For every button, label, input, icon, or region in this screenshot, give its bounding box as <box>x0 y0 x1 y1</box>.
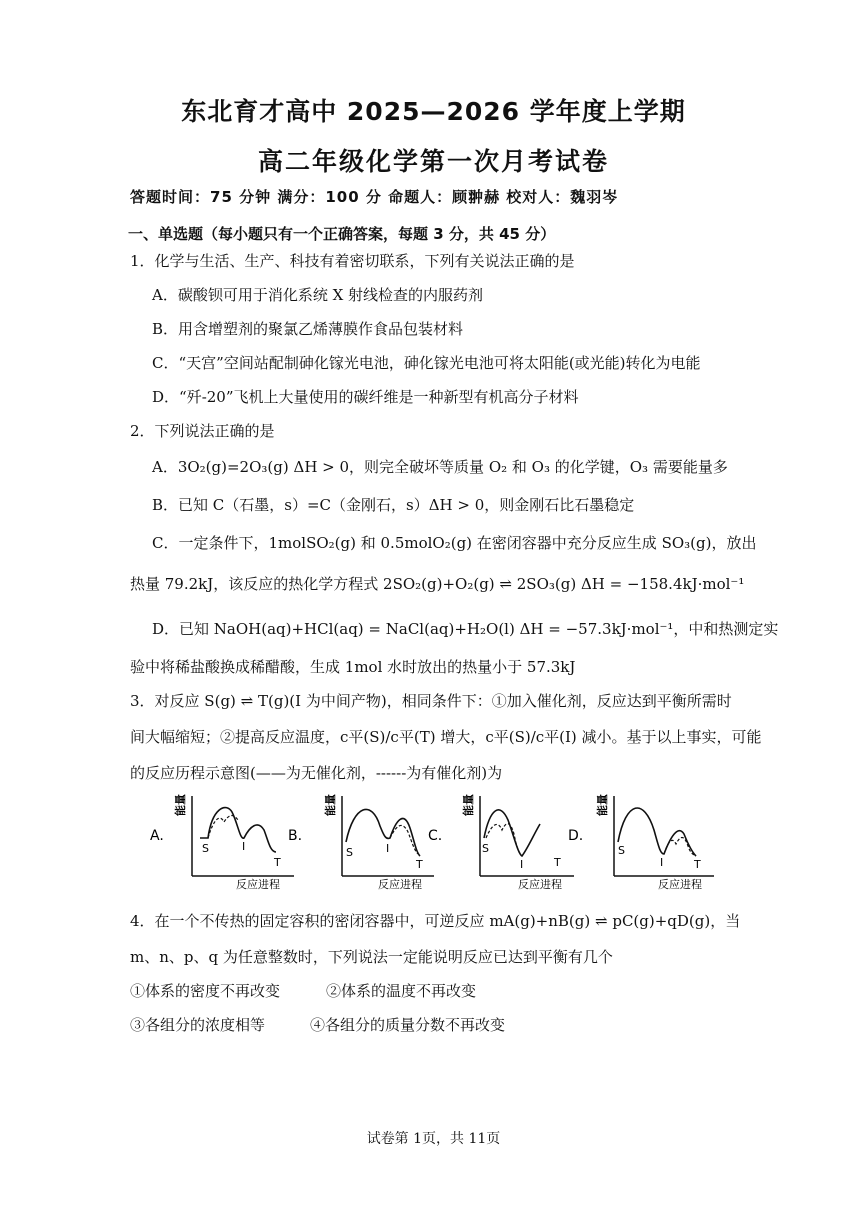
q2-option-c-cont: 热量 79.2kJ，该反应的热化学方程式 2SO₂(g)+O₂(g) ⇌ 2SO₃(g) ΔH = −158.4kJ·mol⁻¹ <box>130 575 745 593</box>
q3-line-2: 间大幅缩短；②提高反应温度，c平(S)/c平(T) 增大，c平(S)/c平(I) 减小。基于以上事实，可能 <box>130 728 762 746</box>
point-t: T <box>416 858 423 871</box>
q3-diagram-a <box>148 790 298 894</box>
point-i: I <box>660 856 664 869</box>
point-i: I <box>242 840 246 853</box>
y-axis-label: 能量 <box>324 794 337 816</box>
point-t: T <box>554 856 561 869</box>
x-axis-label: 反应进程 <box>378 878 422 890</box>
point-t: T <box>274 856 281 869</box>
q3-diagram-c <box>428 790 578 894</box>
q2-option-d-cont: 验中将稀盐酸换成稀醋酸，生成 1mol 水时放出的热量小于 57.3kJ <box>130 658 576 676</box>
option-letter: B. <box>288 828 303 844</box>
q3-diagram-b <box>288 790 438 894</box>
option-letter: A. <box>150 828 164 844</box>
q4-line-2: m、n、p、q 为任意整数时，下列说法一定能说明反应已达到平衡有几个 <box>130 948 613 966</box>
q2-option-d: D．已知 NaOH(aq)+HCl(aq) = NaCl(aq)+H₂O(l) ΔH = −57.3kJ·mol⁻¹，中和热测定实 <box>152 620 779 638</box>
x-axis-label: 反应进程 <box>236 878 280 890</box>
y-axis-label: 能量 <box>174 794 187 816</box>
q3-line-3: 的反应历程示意图(——为无催化剂，------为有催化剂)为 <box>130 764 503 782</box>
point-t: T <box>694 858 701 871</box>
page-footer: 试卷第 1页，共 11页 <box>366 1131 501 1147</box>
exam-title-subject: 高二年级化学第一次月考试卷 <box>257 147 609 176</box>
point-i: I <box>386 842 390 855</box>
q1-option-d: D．“歼-20”飞机上大量使用的碳纤维是一种新型有机高分子材料 <box>152 388 579 406</box>
option-letter: D. <box>568 828 584 844</box>
q2-option-a: A．3O₂(g)=2O₃(g) ΔH > 0，则完全破坏等质量 O₂ 和 O₃ 的化学键，O₃ 需要能量多 <box>152 458 728 476</box>
q1-option-a: A．碳酸钡可用于消化系统 X 射线检查的内服药剂 <box>152 286 484 304</box>
q4-item-3: ③各组分的浓度相等 <box>130 1016 266 1034</box>
exam-info: 答题时间：75 分钟 满分：100 分 命题人：顾翀赫 校对人：魏羽岑 <box>130 188 619 206</box>
q1-option-c: C．“天宫”空间站配制砷化镓光电池，砷化镓光电池可将太阳能(或光能)转化为电能 <box>152 354 701 372</box>
q3-line-1: 3．对反应 S(g) ⇌ T(g)(I 为中间产物)，相同条件下：①加入催化剂，反应达到平衡所需时 <box>130 692 732 710</box>
exam-title-school: 东北育才高中 2025—2026 学年度上学期 <box>181 97 686 126</box>
q3-diagram-d <box>568 790 718 894</box>
y-axis-label: 能量 <box>596 794 609 816</box>
x-axis-label: 反应进程 <box>518 878 562 890</box>
x-axis-label: 反应进程 <box>658 878 702 890</box>
q2-stem: 2．下列说法正确的是 <box>130 422 275 440</box>
q2-option-c: C．一定条件下，1molSO₂(g) 和 0.5molO₂(g) 在密闭容器中充分反应生成 SO₃(g)，放出 <box>152 534 757 552</box>
point-s: S <box>346 846 353 859</box>
section-heading: 一、单选题（每小题只有一个正确答案，每题 3 分，共 45 分） <box>128 225 556 243</box>
q1-option-b: B．用含增塑剂的聚氯乙烯薄膜作食品包装材料 <box>152 320 464 338</box>
q2-option-b: B．已知 C（石墨，s）=C（金刚石，s）ΔH > 0，则金刚石比石墨稳定 <box>152 496 635 514</box>
option-letter: C. <box>428 828 443 844</box>
y-axis-label: 能量 <box>462 794 475 816</box>
q4-line-1: 4．在一个不传热的固定容积的密闭容器中，可逆反应 mA(g)+nB(g) ⇌ pC(g)+qD(g)，当 <box>130 912 741 930</box>
point-i: I <box>520 858 524 871</box>
q1-stem: 1．化学与生活、生产、科技有着密切联系，下列有关说法正确的是 <box>130 252 575 270</box>
q4-item-2: ②体系的温度不再改变 <box>326 982 477 1000</box>
point-s: S <box>202 842 209 855</box>
q4-item-1: ①体系的密度不再改变 <box>130 982 281 1000</box>
q4-item-4: ④各组分的质量分数不再改变 <box>310 1016 506 1034</box>
point-s: S <box>482 842 489 855</box>
point-s: S <box>618 844 625 857</box>
